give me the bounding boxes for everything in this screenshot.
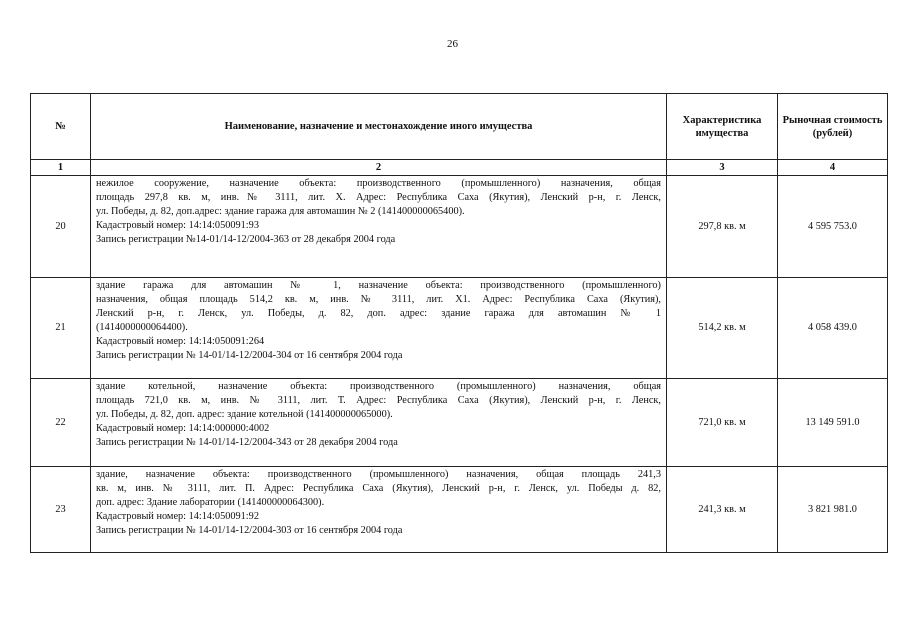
table-row (31, 176, 888, 278)
cadastral-number: Кадастровый номер: 14:14:050091:92 (96, 511, 259, 522)
table-row (31, 379, 888, 467)
header-characteristic: Характеристика имущества (667, 94, 778, 160)
page-number: 26 (447, 38, 458, 50)
property-description (91, 278, 667, 379)
registration-record: Запись регистрации № 14-01/14-12/2004-303 от 16 сентября 2004 года (96, 525, 403, 536)
header-number: № (31, 94, 91, 160)
property-characteristic: 297,8 кв. м (667, 176, 778, 278)
header-market-value: Рыночная стоимость (рублей) (778, 94, 888, 160)
description-line: ул. Победы, д. 82, доп. адрес: здание котельной (141400000065000). (96, 409, 393, 420)
table-header-row (31, 94, 888, 160)
description-line: Ленский р-н, г. Ленск, ул. Победы, д. 82, доп. адрес: здание гаража для автомашин № 1 (96, 308, 661, 319)
market-value: 3 821 981.0 (778, 467, 888, 553)
registration-record: Запись регистрации № 14-01/14-12/2004-343 от 28 декабря 2004 года (96, 437, 398, 448)
column-index: 4 (778, 160, 888, 176)
description-line: доп. адрес: Здание лаборатории (141400000064300). (96, 497, 325, 508)
property-description (91, 467, 667, 553)
registration-record: Запись регистрации №14-01/14-12/2004-363 от 28 декабря 2004 года (96, 234, 396, 245)
table-row (31, 278, 888, 379)
description-line: здание гаража для автомашин № 1, назначение объекта: производственного (промышленного) (96, 280, 661, 291)
row-number: 21 (31, 278, 91, 379)
description-line: здание, назначение объекта: производственного (промышленного) назначения, общая площадь 241,3 (96, 469, 661, 480)
property-characteristic: 721,0 кв. м (667, 379, 778, 467)
market-value: 4 058 439.0 (778, 278, 888, 379)
row-number: 23 (31, 467, 91, 553)
cadastral-number: Кадастровый номер: 14:14:000000:4002 (96, 423, 270, 434)
property-table (30, 93, 888, 553)
column-index-row (31, 160, 888, 176)
header-name: Наименование, назначение и местонахождение иного имущества (91, 94, 667, 160)
property-characteristic: 514,2 кв. м (667, 278, 778, 379)
description-line: (1414000000064400). (96, 322, 188, 333)
registration-record: Запись регистрации № 14-01/14-12/2004-304 от 16 сентября 2004 года (96, 350, 403, 361)
description-line: ул. Победы, д. 82, доп.адрес: здание гаража для автомашин № 2 (141400000065400). (96, 206, 465, 217)
market-value: 13 149 591.0 (778, 379, 888, 467)
description-line: площадь 297,8 кв. м, инв.№ 3111, лит. Х. Адрес: Республика Саха (Якутия), Ленский р-н, г. Ленск, (96, 192, 661, 203)
property-characteristic: 241,3 кв. м (667, 467, 778, 553)
market-value: 4 595 753.0 (778, 176, 888, 278)
row-number: 20 (31, 176, 91, 278)
property-description (91, 176, 667, 278)
cadastral-number: Кадастровый номер: 14:14:050091:93 (96, 220, 259, 231)
description-line: площадь 721,0 кв. м, инв. № 3111, лит. Т. Адрес: Республика Саха (Якутия), Ленский р-н, г. Ленск, (96, 395, 661, 406)
row-number: 22 (31, 379, 91, 467)
property-description (91, 379, 667, 467)
description-line: назначения, общая площадь 514,2 кв. м, инв. № 3111, лит. Х1. Адрес: Республика Саха (Якутия), (96, 294, 661, 305)
column-index: 2 (91, 160, 667, 176)
table-row (31, 467, 888, 553)
description-line: нежилое сооружение, назначение объекта: производственного (промышленного) назначения, общая (96, 178, 661, 189)
cadastral-number: Кадастровый номер: 14:14:050091:264 (96, 336, 265, 347)
description-line: здание котельной, назначение объекта: производственного (промышленного) назначения, общая (96, 381, 661, 392)
column-index: 1 (31, 160, 91, 176)
column-index: 3 (667, 160, 778, 176)
description-line: кв. м, инв. № 3111, лит. П. Адрес: Республика Саха (Якутия), Ленский р-н, г. Ленск, ул. Победы д. 82, (96, 483, 661, 494)
